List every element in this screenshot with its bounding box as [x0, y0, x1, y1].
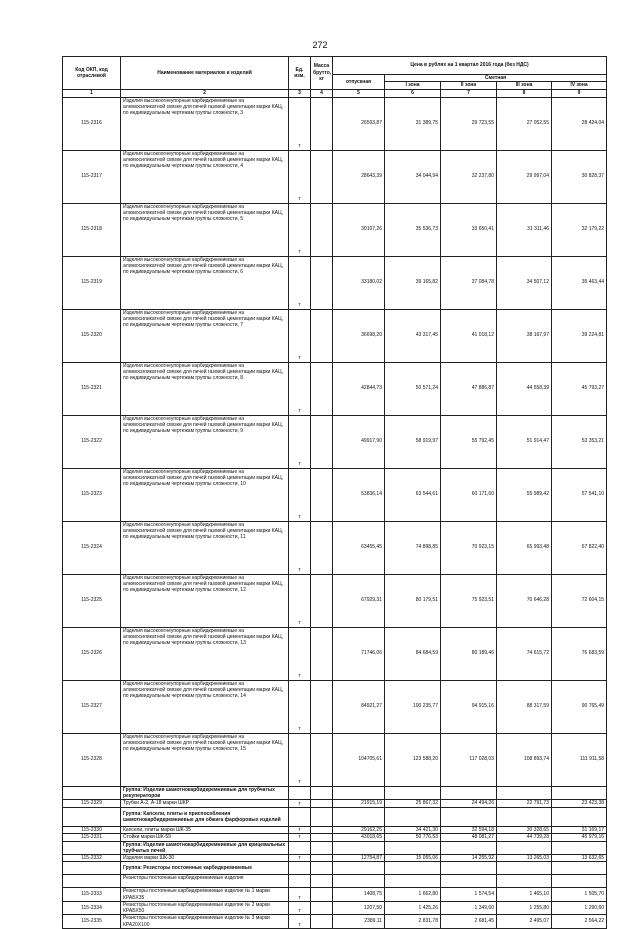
row-price-zone4: 57 541,10 [552, 468, 607, 521]
header-zone4: IV зона [552, 82, 607, 89]
row-price-zone4: 13 632,65 [552, 855, 607, 862]
row-price-zone4: 35 463,44 [552, 256, 607, 309]
col-number: 4 [311, 89, 333, 97]
table-row [63, 834, 607, 841]
col-number: 8 [497, 89, 552, 97]
table-row [63, 362, 607, 415]
header-otpusk: отпускная [333, 75, 385, 90]
row-name: Изделия высокоогнеупорные карбидкремниевые на алюмосиликатной связке для печей газовой цементации марки КАЦ, по индивидуальным чертежам группы сложности, 4 [121, 150, 289, 203]
row-price-zone3: 44 739,28 [497, 834, 552, 841]
row-price-otpusk: 43018,65 [333, 834, 385, 841]
row-price-zone2: 48 081,27 [441, 834, 497, 841]
row-code: 115-2319 [63, 256, 121, 309]
table-row [63, 574, 607, 627]
row-price-zone1: 123 588,20 [385, 733, 441, 786]
col-number: 6 [385, 89, 441, 97]
row-name: Изделия высокоогнеупорные карбидкремниевые на алюмосиликатной связке для печей газовой цементации марки КАЦ, по индивидуальным чертежам группы сложности, 5 [121, 203, 289, 256]
row-price-zone1: 25 867,32 [385, 800, 441, 808]
row-code: 115-2335 [63, 915, 121, 929]
row-price-zone4: 72 604,15 [552, 574, 607, 627]
row-price-zone1: 100 235,77 [385, 680, 441, 733]
row-price-zone3: 2 495,07 [497, 915, 552, 929]
row-unit: т [289, 680, 311, 733]
group-title: Группа: Изделия шамотнокарбидкремниевые для крицевальных трубчатых печей [121, 841, 289, 855]
group-title: Группа: Изделия шамотнокарбидкремниевые для трубчатых рекуператоров [121, 786, 289, 800]
row-price-zone1: 50 571,24 [385, 362, 441, 415]
row-mass [311, 834, 333, 841]
row-unit: т [289, 627, 311, 680]
row-unit: т [289, 97, 311, 150]
row-price-zone3: 34 507,12 [497, 256, 552, 309]
row-price-zone4: 67 822,40 [552, 521, 607, 574]
row-unit: т [289, 362, 311, 415]
row-price-zone3: 1 255,80 [497, 901, 552, 915]
row-code: 115-2317 [63, 150, 121, 203]
row-code: 115-2331 [63, 834, 121, 841]
row-price-zone4: 1 290,60 [552, 901, 607, 915]
row-unit: т [289, 203, 311, 256]
col-number: 5 [333, 89, 385, 97]
row-price-zone4: 45 979,16 [552, 834, 607, 841]
row-mass [311, 203, 333, 256]
group-row [63, 808, 607, 827]
row-code: 115-2327 [63, 680, 121, 733]
row-price-zone2: 32 594,18 [441, 827, 497, 834]
row-mass [311, 733, 333, 786]
row-name: Изделия высокоогнеупорные карбидкремниевые на алюмосиликатной связке для печей газовой цементации марки КАЦ, по индивидуальным чертежам группы сложности, 8 [121, 362, 289, 415]
row-price-otpusk: 36698,20 [333, 309, 385, 362]
row-name: Изделия высокоогнеупорные карбидкремниевые на алюмосиликатной связке для печей газовой цементации марки КАЦ, по индивидуальным чертежам группы сложности, 3 [121, 97, 289, 150]
row-price-zone1: 2 831,78 [385, 915, 441, 929]
table-row [63, 203, 607, 256]
row-price-zone3: 31 311,46 [497, 203, 552, 256]
row-price-zone2: 32 237,80 [441, 150, 497, 203]
row-price-zone3: 13 265,03 [497, 855, 552, 862]
row-price-zone4: 2 564,22 [552, 915, 607, 929]
row-price-otpusk: 12754,87 [333, 855, 385, 862]
row-price-zone4: 1 505,70 [552, 888, 607, 902]
row-code: 115-2332 [63, 855, 121, 862]
row-code: 115-2329 [63, 800, 121, 808]
row-mass [311, 627, 333, 680]
header-unit: Ед. изм. [289, 57, 311, 90]
table-row [63, 627, 607, 680]
row-unit: т [289, 800, 311, 808]
table-row [63, 468, 607, 521]
row-price-zone2: 2 681,45 [441, 915, 497, 929]
row-price-zone3: 27 052,55 [497, 97, 552, 150]
row-price-zone2: 24 494,26 [441, 800, 497, 808]
row-mass [311, 256, 333, 309]
subgroup-title: Резисторы постоянные карбидкремниевые изделия [121, 875, 289, 888]
row-price-otpusk: 84921,27 [333, 680, 385, 733]
row-name: Изделия высокоогнеупорные карбидкремниевые на алюмосиликатной связке для печей газовой цементации марки КАЦ, по индивидуальным чертежам группы сложности, 6 [121, 256, 289, 309]
row-price-zone1: 1 662,80 [385, 888, 441, 902]
row-code: 115-2333 [63, 888, 121, 902]
row-mass [311, 855, 333, 862]
row-code: 115-2334 [63, 901, 121, 915]
row-price-zone3: 44 558,39 [497, 362, 552, 415]
row-code: 115-2316 [63, 97, 121, 150]
subgroup-row [63, 875, 607, 888]
table-row [63, 150, 607, 203]
row-price-zone4: 111 911,58 [552, 733, 607, 786]
col-number: 3 [289, 89, 311, 97]
row-name: Стойки марки ШК-59 [121, 834, 289, 841]
row-price-zone2: 70 923,15 [441, 521, 497, 574]
page-number: 272 [312, 40, 328, 50]
row-price-otpusk: 28643,39 [333, 150, 385, 203]
table-row [63, 733, 607, 786]
group-title: Группа: Капсели, плиты и приспособления шамотнокарбидкремниевые для обжига фарфоровых изделий [121, 808, 289, 827]
row-price-zone3: 74 615,72 [497, 627, 552, 680]
row-code: 115-2325 [63, 574, 121, 627]
header-price-title: Цена в рублях на 1 квартал 2016 года (без НДС) [333, 57, 607, 75]
header-zone1: I зона [385, 82, 441, 89]
row-mass [311, 915, 333, 929]
row-price-zone2: 117 028,03 [441, 733, 497, 786]
row-mass [311, 574, 333, 627]
price-table [62, 56, 607, 929]
row-mass [311, 521, 333, 574]
row-price-zone4: 31 169,17 [552, 827, 607, 834]
row-price-otpusk: 53836,14 [333, 468, 385, 521]
row-unit: т [289, 733, 311, 786]
row-price-otpusk: 21915,19 [333, 800, 385, 808]
row-code: 115-2322 [63, 415, 121, 468]
group-row [63, 786, 607, 800]
row-price-zone3: 22 791,73 [497, 800, 552, 808]
row-mass [311, 309, 333, 362]
table-row [63, 800, 607, 808]
row-unit: т [289, 827, 311, 834]
header-smetnaya: Сметная [385, 75, 607, 82]
row-price-zone4: 28 424,04 [552, 97, 607, 150]
row-price-zone1: 50 776,53 [385, 834, 441, 841]
row-code: 115-2326 [63, 627, 121, 680]
table-row [63, 680, 607, 733]
row-price-otpusk: 30107,26 [333, 203, 385, 256]
row-code: 115-2324 [63, 521, 121, 574]
row-price-zone1: 58 919,97 [385, 415, 441, 468]
row-price-zone4: 30 828,37 [552, 150, 607, 203]
row-name: Резисторы постоянные карбидкремниевые изделие № 2 марки КРАБХ50 [121, 901, 289, 915]
row-mass [311, 901, 333, 915]
header-zone3: III зона [497, 82, 552, 89]
group-title: Группа: Резисторы постоянные карбидкремниевые [121, 862, 289, 875]
row-unit: т [289, 150, 311, 203]
row-price-zone1: 1 425,26 [385, 901, 441, 915]
row-name: Капсели, плиты марки ШК-35 [121, 827, 289, 834]
row-price-zone2: 1 349,60 [441, 901, 497, 915]
group-row [63, 862, 607, 875]
row-name: Изделия высокоогнеупорные карбидкремниевые на алюмосиликатной связке для печей газовой цементации марки КАЦ, по индивидуальным чертежам группы сложности, 14 [121, 680, 289, 733]
table-row [63, 915, 607, 929]
row-price-otpusk: 1408,75 [333, 888, 385, 902]
header-name: Наименование материалов и изделий [121, 57, 289, 90]
row-unit: т [289, 888, 311, 902]
row-mass [311, 150, 333, 203]
row-price-zone1: 31 389,75 [385, 97, 441, 150]
row-price-zone3: 29 997,04 [497, 150, 552, 203]
table-row [63, 415, 607, 468]
row-price-zone1: 39 165,82 [385, 256, 441, 309]
row-price-zone4: 90 765,49 [552, 680, 607, 733]
row-mass [311, 362, 333, 415]
row-price-zone4: 23 423,38 [552, 800, 607, 808]
row-price-zone2: 80 189,46 [441, 627, 497, 680]
row-mass [311, 415, 333, 468]
row-price-otpusk: 33180,02 [333, 256, 385, 309]
row-price-otpusk: 49917,90 [333, 415, 385, 468]
row-unit: т [289, 915, 311, 929]
col-number: 1 [63, 89, 121, 97]
row-name: Резисторы постоянные карбидкремниевые изделие № 3 марки КРА20Х100 [121, 915, 289, 929]
row-price-zone3: 30 328,65 [497, 827, 552, 834]
row-price-zone2: 75 923,51 [441, 574, 497, 627]
row-price-zone1: 74 898,85 [385, 521, 441, 574]
row-price-zone3: 55 989,42 [497, 468, 552, 521]
row-price-zone2: 60 171,60 [441, 468, 497, 521]
row-price-zone1: 43 317,45 [385, 309, 441, 362]
table-row [63, 855, 607, 862]
row-price-zone1: 84 684,59 [385, 627, 441, 680]
row-name: Изделия высокоогнеупорные карбидкремниевые на алюмосиликатной связке для печей газовой цементации марки КАЦ, по индивидуальным чертежам группы сложности, 7 [121, 309, 289, 362]
row-price-otpusk: 67929,31 [333, 574, 385, 627]
row-code: 115-2328 [63, 733, 121, 786]
header-zone2: II зона [441, 82, 497, 89]
row-price-zone2: 1 574,54 [441, 888, 497, 902]
row-price-zone4: 53 353,21 [552, 415, 607, 468]
row-unit: т [289, 256, 311, 309]
row-unit: т [289, 521, 311, 574]
group-row [63, 841, 607, 855]
row-name: Изделия высокоогнеупорные карбидкремниевые на алюмосиликатной связке для печей газовой цементации марки КАЦ, по индивидуальным чертежам группы сложности, 12 [121, 574, 289, 627]
row-unit: т [289, 834, 311, 841]
column-numbers-row [63, 89, 607, 97]
row-unit: т [289, 309, 311, 362]
row-price-zone4: 39 224,81 [552, 309, 607, 362]
col-number: 7 [441, 89, 497, 97]
row-price-otpusk: 29162,25 [333, 827, 385, 834]
table-row [63, 521, 607, 574]
row-price-zone3: 88 317,59 [497, 680, 552, 733]
row-price-zone3: 65 993,48 [497, 521, 552, 574]
row-price-zone3: 38 167,97 [497, 309, 552, 362]
row-price-zone3: 51 914,47 [497, 415, 552, 468]
row-price-otpusk: 1207,50 [333, 901, 385, 915]
row-price-zone1: 63 544,61 [385, 468, 441, 521]
row-mass [311, 680, 333, 733]
row-name: Изделия высокоогнеупорные карбидкремниевые на алюмосиликатной связке для печей газовой цементации марки КАЦ, по индивидуальным чертежам группы сложности, 10 [121, 468, 289, 521]
header-code: Код ОКП, код отраслевой [63, 57, 121, 90]
row-name: Изделия высокоогнеупорные карбидкремниевые на алюмосиликатной связке для печей газовой цементации марки КАЦ, по индивидуальным чертежам группы сложности, 9 [121, 415, 289, 468]
row-mass [311, 468, 333, 521]
row-unit: т [289, 468, 311, 521]
row-code: 115-2321 [63, 362, 121, 415]
row-price-otpusk: 63455,45 [333, 521, 385, 574]
row-price-zone2: 29 723,55 [441, 97, 497, 150]
row-price-zone3: 70 646,28 [497, 574, 552, 627]
row-price-zone2: 41 018,12 [441, 309, 497, 362]
row-price-zone2: 14 255,92 [441, 855, 497, 862]
row-name: Изделия высокоогнеупорные карбидкремниевые на алюмосиликатной связке для печей газовой цементации марки КАЦ, по индивидуальным чертежам группы сложности, 13 [121, 627, 289, 680]
header-mass: Масса брутто, кг [311, 57, 333, 90]
row-price-zone2: 47 886,87 [441, 362, 497, 415]
table-row [63, 901, 607, 915]
row-price-otpusk: 42844,73 [333, 362, 385, 415]
table-row [63, 97, 607, 150]
table-row [63, 888, 607, 902]
row-unit: т [289, 901, 311, 915]
row-unit: т [289, 855, 311, 862]
row-mass [311, 97, 333, 150]
row-price-zone1: 35 536,73 [385, 203, 441, 256]
table-row [63, 256, 607, 309]
row-price-zone4: 76 683,59 [552, 627, 607, 680]
row-code: 115-2320 [63, 309, 121, 362]
table-row [63, 309, 607, 362]
row-price-zone2: 37 084,78 [441, 256, 497, 309]
row-price-zone1: 15 055,06 [385, 855, 441, 862]
row-name: Резисторы постоянные карбидкремниевые изделие № 1 марки КРАБХ35 [121, 888, 289, 902]
col-number: 2 [121, 89, 289, 97]
row-price-zone2: 55 792,45 [441, 415, 497, 468]
row-mass [311, 800, 333, 808]
row-unit: т [289, 415, 311, 468]
row-code: 115-2318 [63, 203, 121, 256]
row-price-zone4: 32 179,22 [552, 203, 607, 256]
row-price-zone4: 45 793,27 [552, 362, 607, 415]
row-unit: т [289, 574, 311, 627]
row-code: 115-2330 [63, 827, 121, 834]
row-price-zone3: 1 465,10 [497, 888, 552, 902]
row-price-otpusk: 26593,87 [333, 97, 385, 150]
row-name: Изделия высокоогнеупорные карбидкремниевые на алюмосиликатной связке для печей газовой цементации марки КАЦ, по индивидуальным чертежам группы сложности, 15 [121, 733, 289, 786]
row-price-otpusk: 2389,11 [333, 915, 385, 929]
row-mass [311, 888, 333, 902]
row-price-zone1: 34 044,94 [385, 150, 441, 203]
row-price-zone3: 108 893,74 [497, 733, 552, 786]
row-price-zone1: 34 421,30 [385, 827, 441, 834]
row-price-zone1: 80 179,51 [385, 574, 441, 627]
row-mass [311, 827, 333, 834]
row-name: Изделия высокоогнеупорные карбидкремниевые на алюмосиликатной связке для печей газовой цементации марки КАЦ, по индивидуальным чертежам группы сложности, 11 [121, 521, 289, 574]
col-number: 9 [552, 89, 607, 97]
row-price-otpusk: 71746,06 [333, 627, 385, 680]
row-price-zone2: 94 915,16 [441, 680, 497, 733]
row-price-otpusk: 104705,61 [333, 733, 385, 786]
row-name: Изделия марки ШК-30 [121, 855, 289, 862]
row-name: Трубки А-2, А-18 марки ШКР [121, 800, 289, 808]
row-code: 115-2323 [63, 468, 121, 521]
table-row [63, 827, 607, 834]
row-price-zone2: 33 650,41 [441, 203, 497, 256]
